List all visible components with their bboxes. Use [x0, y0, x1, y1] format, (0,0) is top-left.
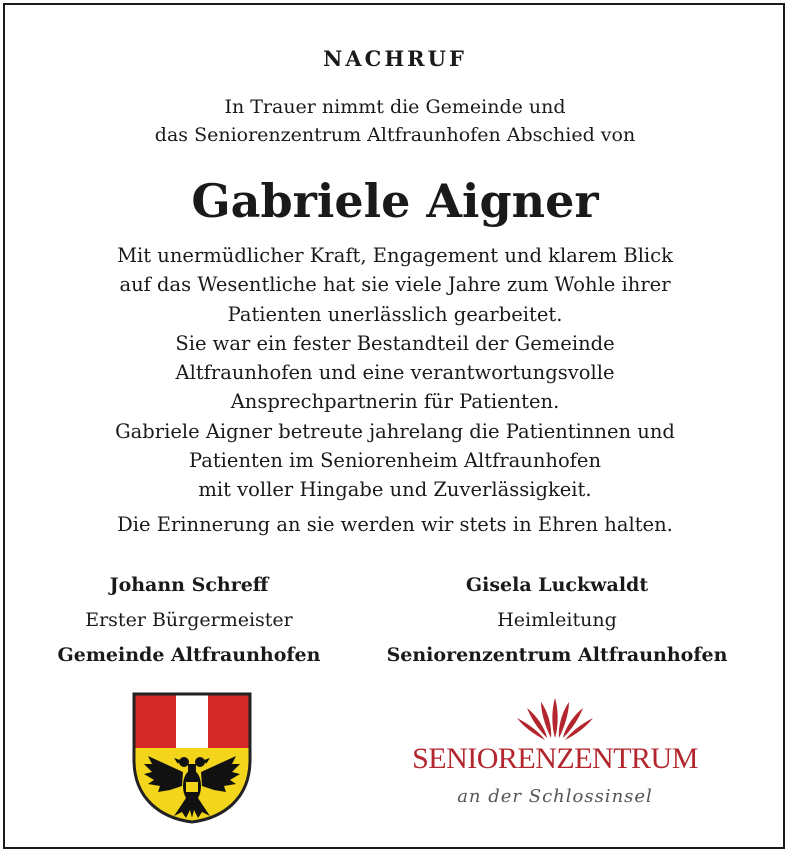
- logo-wordmark: SENIORENZENTRUM: [412, 742, 698, 775]
- signatory-name: Johann Schreff: [109, 574, 269, 596]
- coat-of-arms-icon: [130, 690, 254, 826]
- shield-white-pale: [176, 690, 208, 748]
- closing-line: Die Erinnerung an sie werden wir stets in Ehren halten.: [117, 513, 673, 536]
- body-line: Altfraunhofen und eine verantwortungsvolle: [175, 361, 615, 385]
- signatory-role: Heimleitung: [497, 609, 617, 631]
- signatory-role: Erster Bürgermeister: [85, 609, 293, 631]
- body-line: Patienten im Seniorenheim Altfraunhofen: [188, 449, 602, 473]
- body-line: Mit unermüdlicher Kraft, Engagement und klarem Blick: [117, 244, 673, 267]
- signatory-organization: Seniorenzentrum Altfraunhofen: [386, 644, 728, 666]
- intro-text: [0, 93, 790, 149]
- body-line: auf das Wesentliche hat sie viele Jahre zum Wohle ihrer: [119, 273, 671, 297]
- body-line: Sie war ein fester Bestandteil der Gemeinde: [175, 331, 615, 355]
- signatory-organization: Gemeinde Altfraunhofen: [57, 644, 321, 666]
- body-line: Patienten unerlässlich gearbeitet.: [227, 302, 563, 326]
- heading: NACHRUF: [323, 46, 467, 71]
- lotus-flower-icon: [410, 694, 700, 744]
- intro-line: In Trauer nimmt die Gemeinde und: [224, 96, 566, 118]
- obituary-body: [0, 241, 790, 505]
- body-line: Gabriele Aigner betreute jahrelang die Patientinnen und: [115, 419, 675, 443]
- signatory-director: [362, 568, 752, 673]
- logo-subtitle: an der Schlossinsel: [457, 786, 653, 807]
- seniorenzentrum-logo: [410, 694, 700, 824]
- body-line: Ansprechpartnerin für Patienten.: [230, 390, 560, 414]
- signatory-name: Gisela Luckwaldt: [465, 574, 649, 596]
- signatory-mayor: [36, 568, 342, 673]
- body-line: mit voller Hingabe und Zuverlässigkeit.: [198, 478, 592, 502]
- intro-line: das Seniorenzentrum Altfraunhofen Abschied von: [154, 124, 636, 146]
- deceased-name: Gabriele Aigner: [191, 174, 599, 228]
